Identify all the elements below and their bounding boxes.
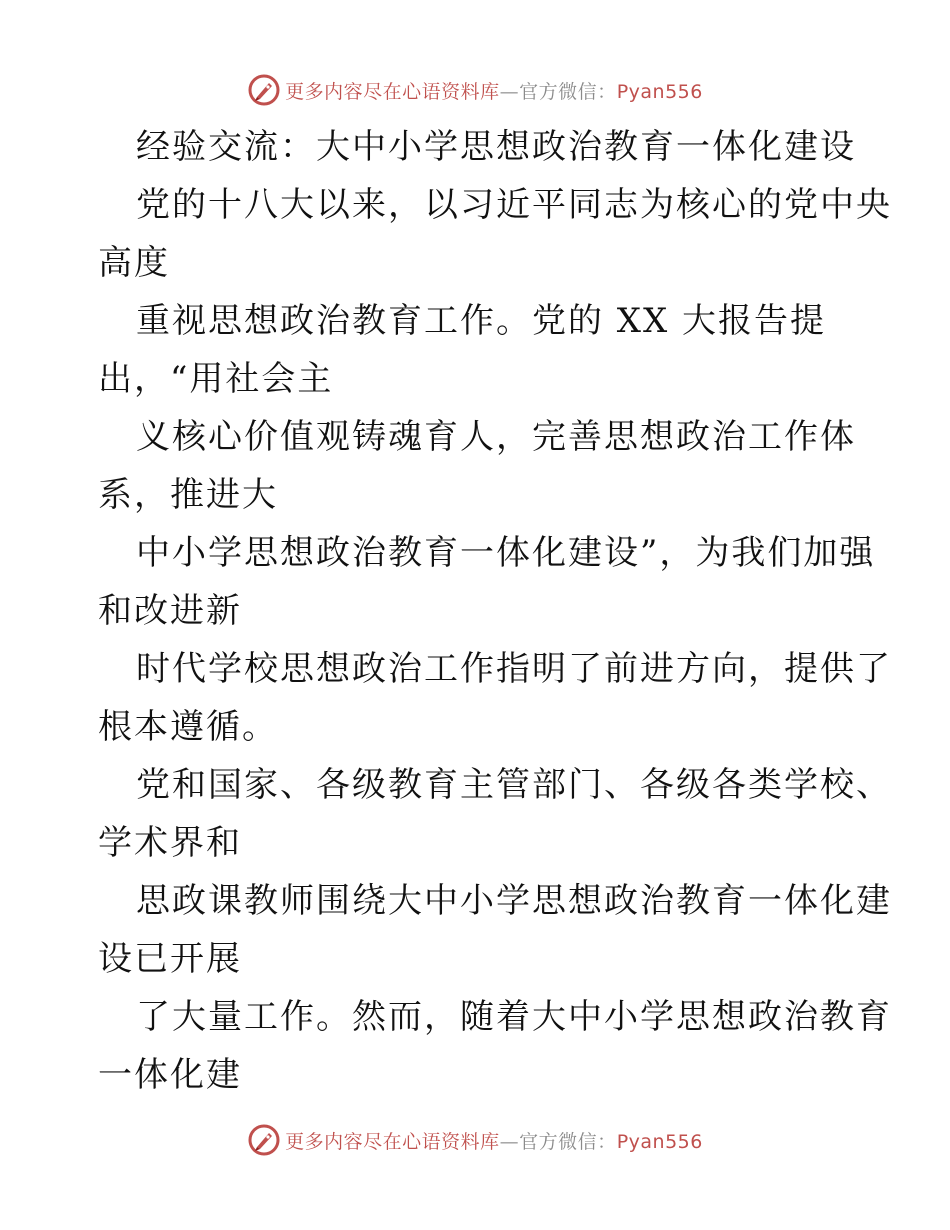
paragraph-line: 了大量工作。然而，随着大中小学思想政治教育: [136, 997, 892, 1037]
banner-wechat-id: Pyan556: [616, 80, 703, 103]
pen-nib-logo-icon: [247, 1123, 281, 1157]
paragraph-line: 和改进新: [98, 591, 242, 631]
banner-text: [285, 1127, 703, 1154]
banner-dash: —: [499, 1130, 520, 1153]
document-title: 经验交流：大中小学思想政治教育一体化建设: [136, 127, 856, 167]
pen-nib-logo-icon: [247, 73, 281, 107]
banner-wechat-label: 官方微信：: [519, 80, 617, 103]
paragraph-line: 重视思想政治教育工作。党的 XX 大报告提: [136, 301, 827, 341]
banner-text: [285, 77, 703, 104]
paragraph-line: 根本遵循。: [98, 707, 278, 747]
paragraph-line: 设已开展: [98, 939, 242, 979]
paragraph-line: 党和国家、各级教育主管部门、各级各类学校、: [136, 765, 892, 805]
paragraph-line: 出，“用社会主: [98, 359, 334, 399]
footer-watermark-banner: [0, 1120, 950, 1160]
banner-main-text: 更多内容尽在心语资料库: [285, 80, 500, 103]
paragraph-line: 义核心价值观铸魂育人，完善思想政治工作体: [136, 417, 856, 457]
banner-main-text: 更多内容尽在心语资料库: [285, 1130, 500, 1153]
paragraph-line: 学术界和: [98, 823, 242, 863]
header-watermark-banner: [0, 70, 950, 110]
paragraph-line: 系，推进大: [98, 475, 278, 515]
paragraph-line: 一体化建: [98, 1055, 242, 1095]
paragraph-line: 中小学思想政治教育一体化建设”，为我们加强: [136, 533, 876, 573]
paragraph-line: 高度: [98, 243, 170, 283]
paragraph-line: 时代学校思想政治工作指明了前进方向，提供了: [136, 649, 892, 689]
paragraph-line: 党的十八大以来，以习近平同志为核心的党中央: [136, 185, 892, 225]
banner-wechat-label: 官方微信：: [519, 1130, 617, 1153]
banner-dash: —: [499, 80, 520, 103]
banner-wechat-id: Pyan556: [616, 1130, 703, 1153]
document-body: [98, 118, 892, 1104]
paragraph-line: 思政课教师围绕大中小学思想政治教育一体化建: [136, 881, 892, 921]
